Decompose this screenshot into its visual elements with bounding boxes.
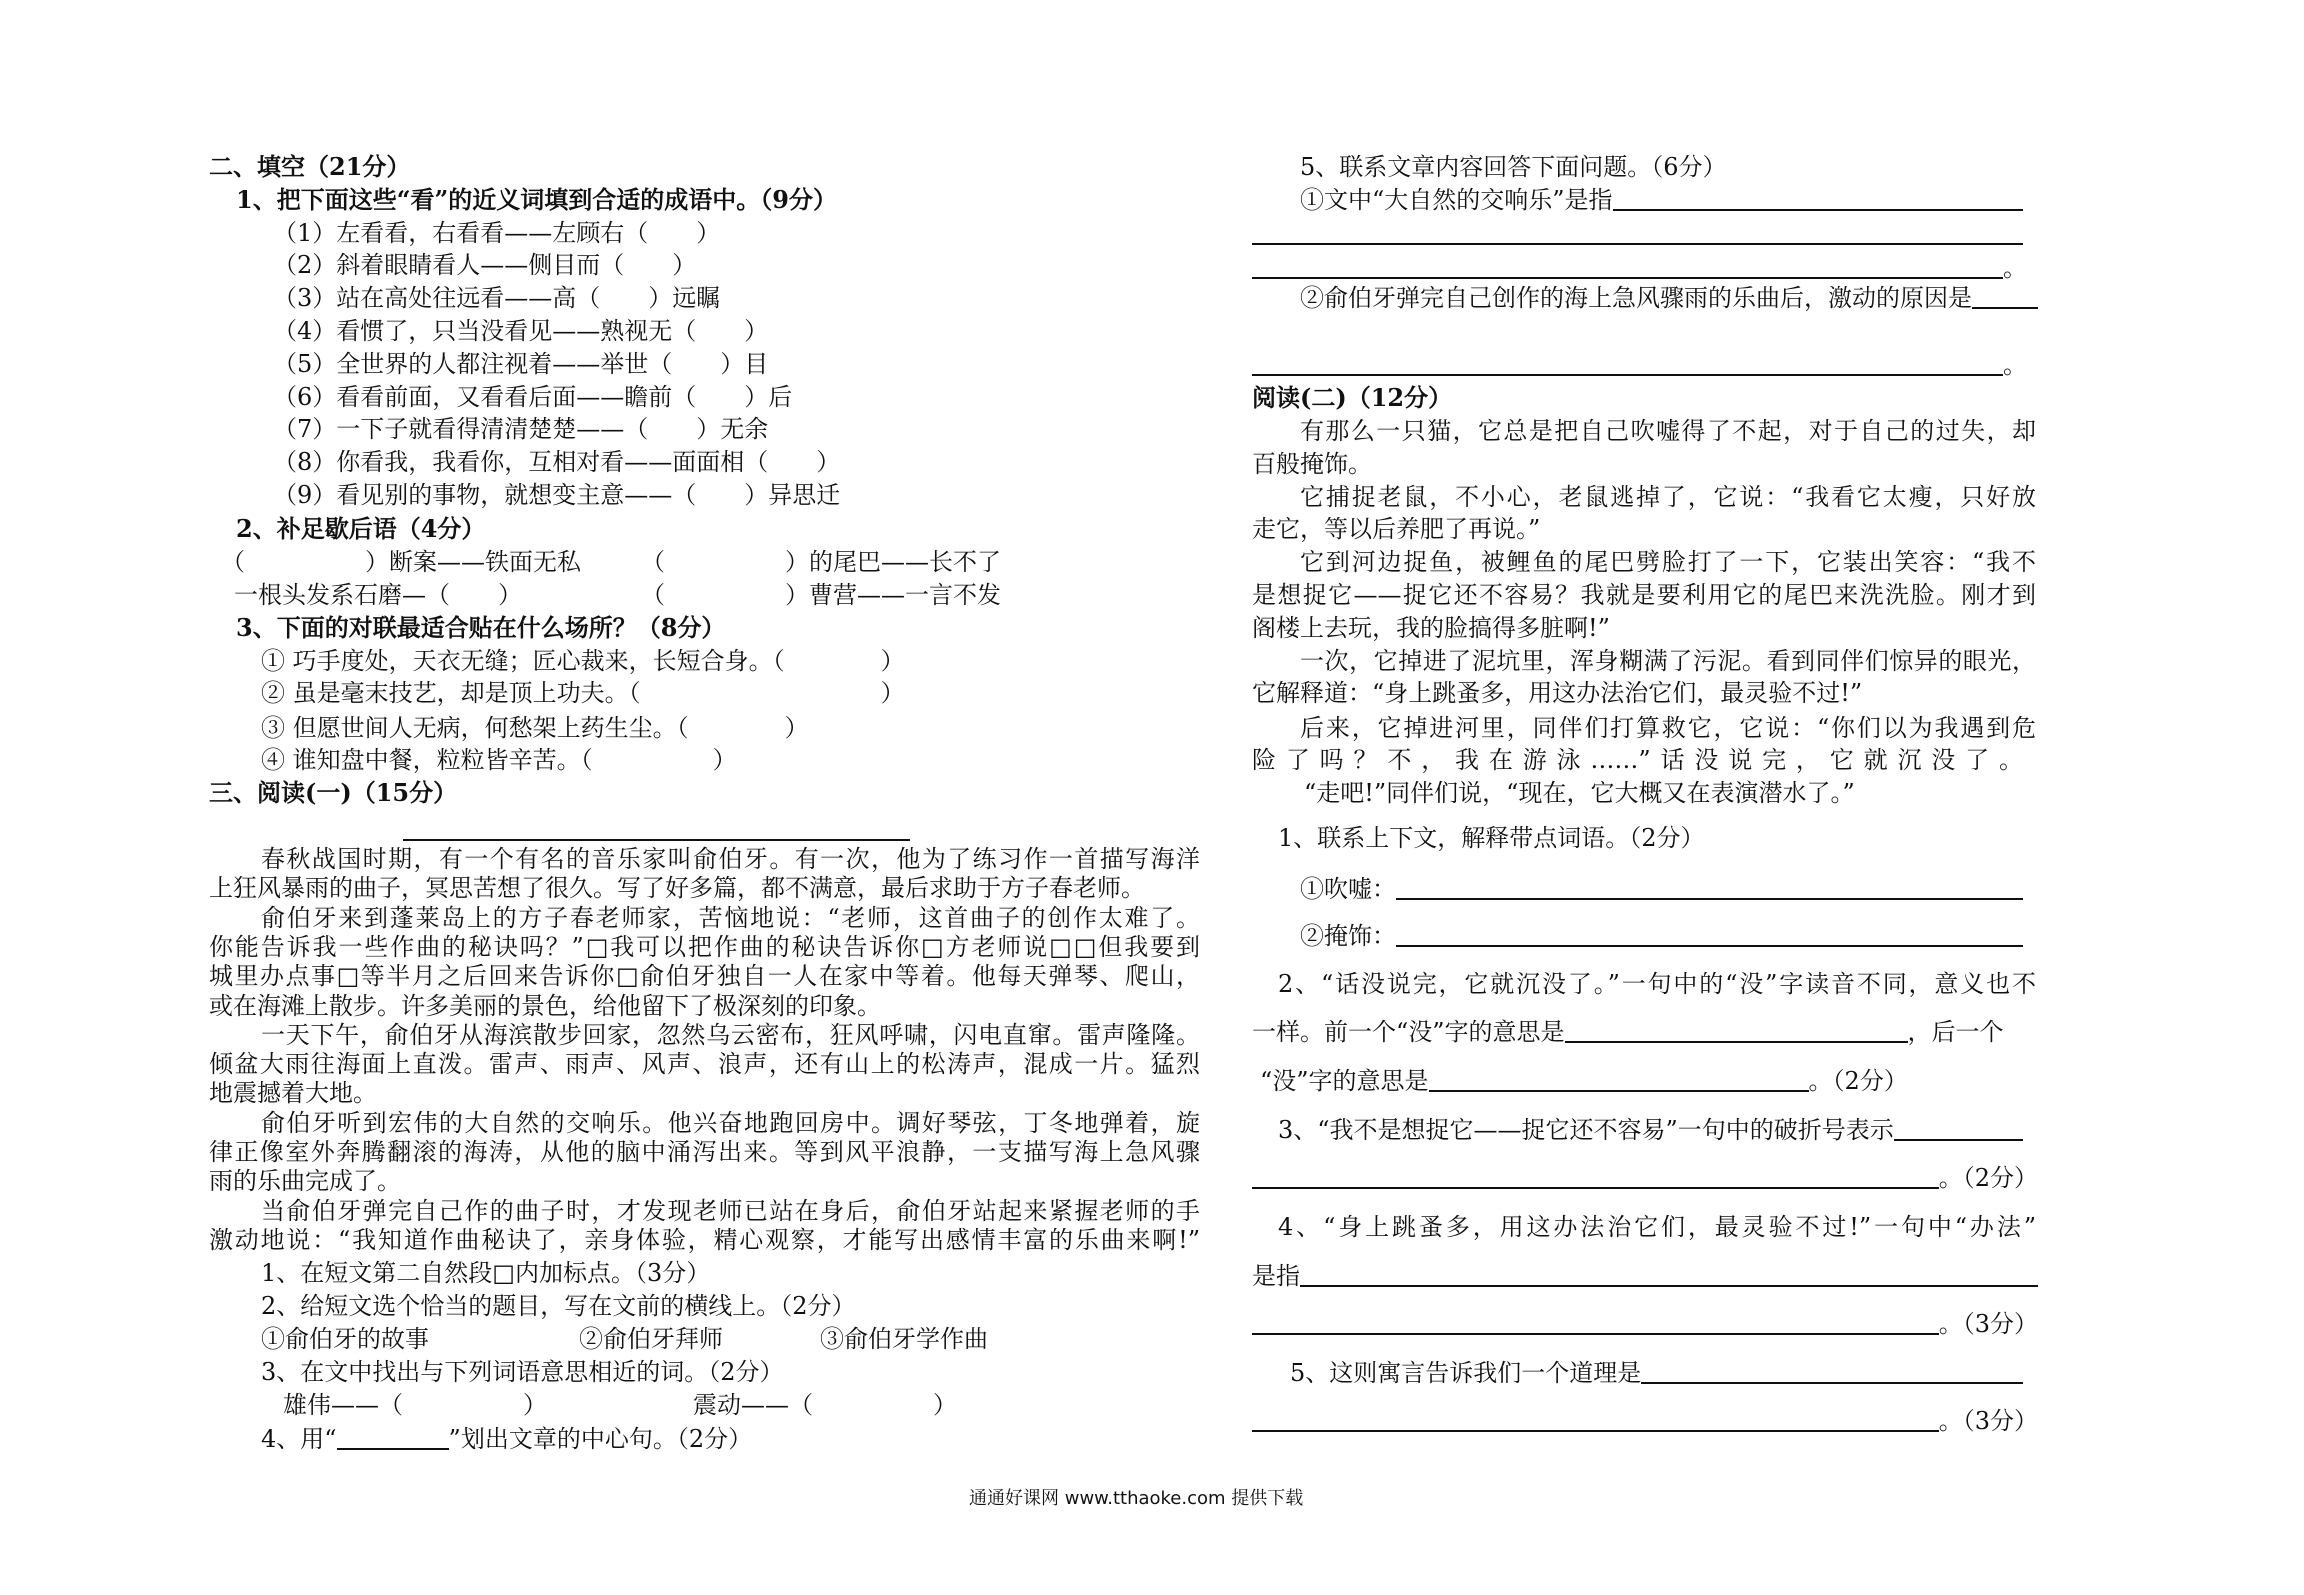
score-text: 。（2分） bbox=[1938, 1164, 2038, 1192]
answer-blank bbox=[1252, 1430, 1939, 1432]
answer-row bbox=[1252, 1162, 2038, 1194]
title-answer-line bbox=[403, 839, 910, 841]
passage-line: 地震撼着大地。 bbox=[209, 1079, 377, 1107]
page-footer: 通通好课网 www.tthaoke.com 提供下载 bbox=[969, 1488, 1304, 1509]
passage-line: 雨的乐曲完成了。 bbox=[209, 1167, 401, 1195]
question-text: 4、用“ bbox=[261, 1425, 337, 1453]
score-text: 。（2分） bbox=[1808, 1067, 1908, 1095]
couplet-item: ② 虽是毫末技艺，却是顶上功夫。（ ） bbox=[261, 679, 905, 707]
question-item: （5）全世界的人都注视着——举世（ ）目 bbox=[273, 350, 769, 378]
question-text: “没”字的意思是 bbox=[1260, 1067, 1429, 1095]
answer-row bbox=[1252, 349, 2027, 381]
answer-blank bbox=[1613, 209, 2023, 211]
section-title-fill-blank: 二、填空（21分） bbox=[209, 152, 411, 181]
answer-blank bbox=[1894, 1139, 2023, 1141]
passage-line: 或在海滩上散步。许多美丽的景色，给他留下了极深刻的印象。 bbox=[209, 992, 881, 1020]
reading-question-4 bbox=[261, 1423, 752, 1455]
xiehouyu-item: 一根头发系石磨—（ ） bbox=[234, 581, 522, 609]
answer-blank bbox=[1300, 1285, 2038, 1287]
score-text: 。（3分） bbox=[1938, 1407, 2038, 1435]
answer-blank bbox=[1252, 374, 2003, 376]
answer-blank bbox=[1641, 1382, 2023, 1384]
passage-line: 倾盆大雨往海面上直泼。雷声、雨声、风声、浪声，还有山上的松涛声，混成一片。猛烈 bbox=[209, 1050, 1200, 1078]
title-option: ①俞伯牙的故事 bbox=[261, 1325, 429, 1353]
couplet-item: ① 巧手度处，天衣无缝；匠心裁来，长短合身。（ ） bbox=[261, 647, 905, 675]
passage-line: “走吧!”同伴们说，“现在，它大概又在表演潜水了。” bbox=[1304, 779, 1855, 807]
passage-line: 一次，它掉进了泥坑里，浑身糊满了污泥。看到同伴们惊异的眼光， bbox=[1300, 647, 2036, 675]
answer-row bbox=[1300, 184, 2023, 216]
title-option: ③俞伯牙学作曲 bbox=[820, 1325, 988, 1353]
answer-line bbox=[1252, 243, 2023, 245]
answer-blank bbox=[1252, 1187, 1939, 1189]
reading-question: 5、联系文章内容回答下面问题。（6分） bbox=[1300, 153, 1727, 181]
passage-line: 上狂风暴雨的曲子，冥思苦想了很久。写了好多篇，都不满意，最后求助于方子春老师。 bbox=[209, 874, 1145, 902]
question-text: 是指 bbox=[1252, 1262, 1300, 1290]
answer-row bbox=[1300, 873, 2023, 905]
question-item: （8）你看我，我看你，互相对看——面面相（ ） bbox=[273, 448, 841, 476]
question-item: （1）左看看，右看看——左顾右（ ） bbox=[273, 219, 721, 247]
answer-blank bbox=[1252, 1333, 1939, 1335]
question-item: （2）斜着眼睛看人——侧目而（ ） bbox=[273, 251, 697, 279]
passage-line: 阁楼上去玩，我的脸搞得多脏啊!” bbox=[1252, 614, 1610, 642]
passage-line: 俞伯牙来到蓬莱岛上的方子春老师家，苦恼地说：“老师，这首曲子的创作太难了。 bbox=[261, 904, 1200, 932]
question-text: 一样。前一个“没”字的意思是 bbox=[1252, 1018, 1565, 1046]
section-title-reading-1: 三、阅读(一)（15分） bbox=[209, 778, 458, 807]
question-text: ①吹嘘： bbox=[1300, 875, 1396, 903]
answer-row bbox=[1278, 1114, 2023, 1146]
reading-question: 4、“身上跳蚤多，用这办法治它们，最灵验不过!”一句中“办法” bbox=[1278, 1213, 2036, 1241]
question-title: 3、下面的对联最适合贴在什么场所？（8分） bbox=[236, 613, 726, 642]
question-text: ”划出文章的中心句。（2分） bbox=[448, 1425, 753, 1453]
answer-row bbox=[1300, 920, 2023, 952]
xiehouyu-item: （ ）的尾巴——长不了 bbox=[641, 548, 1001, 576]
synonym-item: 雄伟——（ ） bbox=[283, 1391, 547, 1419]
answer-blank bbox=[1396, 945, 2023, 947]
answer-blank bbox=[1565, 1041, 1908, 1043]
answer-row bbox=[1252, 1260, 2038, 1292]
passage-line: 有那么一只猫，它总是把自己吹嘘得了不起，对于自己的过失，却 bbox=[1300, 417, 2036, 445]
score-text: 。（3分） bbox=[1938, 1310, 2038, 1338]
answer-blank bbox=[337, 1448, 449, 1450]
xiehouyu-item: （ ）断案——铁面无私 bbox=[221, 548, 581, 576]
passage-line: 激动地说：“我知道作曲秘诀了，亲身体验，精心观察，才能写出感情丰富的乐曲来啊!” bbox=[209, 1226, 1200, 1254]
question-text: ②掩饰： bbox=[1300, 922, 1396, 950]
answer-row bbox=[1252, 1405, 2038, 1437]
reading-question: 2、给短文选个恰当的题目，写在文前的横线上。（2分） bbox=[261, 1292, 856, 1320]
period-mark: 。 bbox=[2003, 351, 2027, 379]
question-title: 1、把下面这些“看”的近义词填到合适的成语中。（9分） bbox=[236, 185, 838, 214]
period-mark: 。 bbox=[2003, 254, 2027, 282]
passage-line: 你能告诉我一些作曲的秘诀吗？”□我可以把作曲的秘诀告诉你□方老师说□□但我要到 bbox=[209, 933, 1200, 961]
passage-line: 后来，它掉进河里，同伴们打算救它，它说：“你们以为我遇到危 bbox=[1300, 714, 2036, 742]
question-text: 3、“我不是想捉它——捉它还不容易”一句中的破折号表示 bbox=[1278, 1116, 1894, 1144]
passage-line: 当俞伯牙弹完自己作的曲子时，才发现老师已站在身后，俞伯牙站起来紧握老师的手 bbox=[261, 1197, 1200, 1225]
reading-question: 3、在文中找出与下列词语意思相近的词。（2分） bbox=[261, 1358, 784, 1386]
answer-row bbox=[1252, 1016, 2004, 1048]
answer-row bbox=[1300, 282, 2038, 314]
answer-blank bbox=[1429, 1090, 1809, 1092]
answer-row bbox=[1260, 1065, 1908, 1097]
passage-line: 它解释道：“身上跳蚤多，用这办法治它们，最灵验不过!” bbox=[1252, 679, 1863, 707]
couplet-item: ③ 但愿世间人无病，何愁架上药生尘。（ ） bbox=[261, 714, 809, 742]
section-title-reading-2: 阅读(二)（12分） bbox=[1252, 383, 1453, 412]
couplet-item: ④ 谁知盘中餐，粒粒皆辛苦。（ ） bbox=[261, 746, 737, 774]
question-item: （9）看见别的事物，就想变主意——（ ）异思迁 bbox=[273, 481, 841, 509]
answer-blank bbox=[1396, 898, 2023, 900]
question-item: （3）站在高处往远看——高（ ）远瞩 bbox=[273, 284, 721, 312]
answer-row bbox=[1252, 252, 2027, 284]
question-text: ，后一个 bbox=[1907, 1018, 2004, 1046]
passage-line: 百般掩饰。 bbox=[1252, 450, 1372, 478]
passage-line: 走它，等以后养肥了再说。” bbox=[1252, 515, 1541, 543]
reading-question: 1、联系上下文，解释带点词语。（2分） bbox=[1278, 824, 1705, 852]
passage-line: 春秋战国时期，有一个有名的音乐家叫俞伯牙。有一次，他为了练习作一首描写海洋 bbox=[261, 845, 1200, 873]
question-text: 5、这则寓言告诉我们一个道理是 bbox=[1290, 1359, 1642, 1387]
answer-blank bbox=[1252, 277, 2003, 279]
reading-question: 1、在短文第二自然段□内加标点。（3分） bbox=[261, 1259, 711, 1287]
reading-question: 2、“话没说完，它就沉没了。”一句中的“没”字读音不同，意义也不 bbox=[1278, 970, 2036, 998]
passage-line: 是想捉它——捉它还不容易？我就是要利用它的尾巴来洗洗脸。刚才到 bbox=[1252, 581, 2036, 609]
passage-line: 险了吗？不，我在游泳……”话没说完，它就沉没了。 bbox=[1252, 746, 2023, 774]
answer-blank bbox=[1972, 307, 2038, 309]
passage-line: 它到河边捉鱼，被鲤鱼的尾巴劈脸打了一下，它装出笑容：“我不 bbox=[1300, 548, 2036, 576]
passage-line: 它捕捉老鼠，不小心，老鼠逃掉了，它说：“我看它太瘦，只好放 bbox=[1300, 483, 2036, 511]
passage-line: 一天下午，俞伯牙从海滨散步回家，忽然乌云密布，狂风呼啸，闪电直窜。雷声隆隆。 bbox=[261, 1021, 1200, 1049]
answer-row bbox=[1252, 1308, 2038, 1340]
passage-line: 城里办点事□等半月之后回来告诉你□俞伯牙独自一人在家中等着。他每天弹琴、爬山， bbox=[209, 962, 1200, 990]
passage-line: 俞伯牙听到宏伟的大自然的交响乐。他兴奋地跑回房中。调好琴弦，丁冬地弹着，旋 bbox=[261, 1109, 1200, 1137]
question-item: （7）一下子就看得清清楚楚——（ ）无余 bbox=[273, 415, 769, 443]
synonym-item: 震动——（ ） bbox=[693, 1391, 957, 1419]
answer-row bbox=[1290, 1357, 2023, 1389]
title-option: ②俞伯牙拜师 bbox=[579, 1325, 723, 1353]
question-text: ①文中“大自然的交响乐”是指 bbox=[1300, 186, 1613, 214]
xiehouyu-item: （ ）曹营——一言不发 bbox=[641, 581, 1001, 609]
question-item: （4）看惯了，只当没看见——熟视无（ ） bbox=[273, 317, 769, 345]
question-title: 2、补足歇后语（4分） bbox=[236, 514, 486, 543]
question-text: ②俞伯牙弹完自己创作的海上急风骤雨的乐曲后，激动的原因是 bbox=[1300, 284, 1972, 312]
passage-line: 律正像室外奔腾翻滚的海涛，从他的脑中涌泻出来。等到风平浪静，一支描写海上急风骤 bbox=[209, 1138, 1200, 1166]
question-item: （6）看看前面，又看看后面——瞻前（ ）后 bbox=[273, 383, 793, 411]
